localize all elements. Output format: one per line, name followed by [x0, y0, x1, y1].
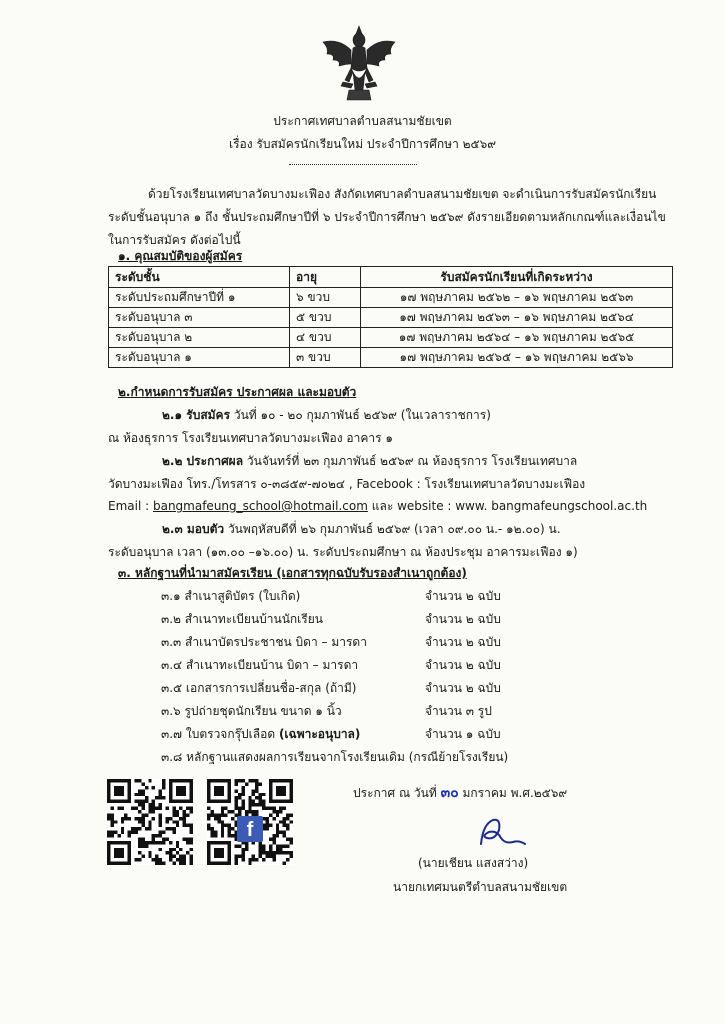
cell-level: ระดับประถมศึกษาปีที่ ๑ [109, 288, 290, 308]
s23-text: วันพฤหัสบดีที่ ๒๖ กุมภาพันธ์ ๒๕๖๙ (เวลา ๐๙.๐๐ น.- ๑๒.๐๐) น. [224, 522, 561, 536]
list-item-qty: จำนวน ๓ รูป [425, 704, 492, 718]
cell-level: ระดับอนุบาล ๒ [109, 328, 290, 348]
table-row [109, 308, 673, 328]
garuda-emblem-icon [319, 24, 399, 102]
header-born: รับสมัครนักเรียนที่เกิดระหว่าง [361, 267, 673, 288]
email-prefix: Email : [108, 499, 153, 513]
header-age: อายุ [290, 267, 361, 288]
table-row [109, 288, 673, 308]
list-item-qty: จำนวน ๑ ฉบับ [425, 727, 501, 741]
list-item: ๓.๕ เอกสารการเปลี่ยนชื่อ-สกุล (ถ้ามี) [161, 681, 357, 695]
table-row [109, 328, 673, 348]
table-row [109, 348, 673, 368]
s22-line [162, 454, 577, 468]
cell-born: ๑๗ พฤษภาคม ๒๕๖๓ – ๑๖ พฤษภาคม ๒๕๖๔ [361, 308, 673, 328]
s21-line [162, 408, 491, 422]
s23-line [162, 522, 561, 536]
intro-line1: ด้วยโรงเรียนเทศบาลวัดบางมะเฟือง สังกัดเทศบาลตำบลสนามชัยเขต จะดำเนินการรับสมัครนักเรียน [148, 187, 657, 201]
cell-level: ระดับอนุบาล ๑ [109, 348, 290, 368]
intro-line2: ระดับชั้นอนุบาล ๑ ถึง ชั้นประถมศึกษาปีที่ ๖ ประจำปีการศึกษา ๒๕๖๙ ดังรายเอียดตามหลักเกณฑ์และเงื่อนไข [108, 210, 666, 224]
table-header-row [109, 267, 673, 288]
list-item-qty: จำนวน ๒ ฉบับ [425, 589, 501, 603]
list-item-qty: จำนวน ๒ ฉบับ [425, 612, 501, 626]
s22-line2: วัดบางมะเฟือง โทร./โทรสาร ๐-๓๘๕๙-๗๐๒๔ , Facebook : โรงเรียนเทศบาลวัดบางมะเฟือง [108, 477, 586, 491]
signature-icon [473, 814, 533, 854]
s21-text: วันที่ ๑๐ - ๒๐ กุมภาพันธ์ ๒๕๖๙ (ในเวลาราชการ) [230, 408, 491, 422]
cell-level: ระดับอนุบาล ๓ [109, 308, 290, 328]
section1-title: ๑. คุณสมบัติของผู้สมัคร [118, 249, 243, 263]
list-item: ๓.๘ หลักฐานแสดงผลการเรียนจากโรงเรียนเดิม (กรณีย้ายโรงเรียน) [161, 750, 509, 764]
divider [289, 164, 417, 165]
website-text: และ website : www. bangmafeungschool.ac.th [367, 499, 648, 513]
cell-age: ๔ ขวบ [290, 328, 361, 348]
announce-suffix: มกราคม พ.ศ.๒๕๖๙ [458, 786, 568, 800]
signer-position: นายกเทศมนตรีตำบลสนามชัยเขต [393, 880, 568, 894]
list-item: ๓.๒ สำเนาทะเบียนบ้านนักเรียน [161, 612, 323, 626]
contact-line [108, 499, 647, 513]
section2-title: ๒.กำหนดการรับสมัคร ประกาศผล และมอบตัว [118, 385, 357, 399]
criteria-table [108, 266, 673, 368]
cell-age: ๕ ขวบ [290, 308, 361, 328]
list-item: ๓.๓ สำเนาบัตรประชาชน บิดา – มารดา [161, 635, 367, 649]
list-item-label: ๓.๗ ใบตรวจกรุ๊ปเลือด [161, 727, 279, 741]
qr-code-email-icon[interactable] [107, 779, 193, 865]
cell-born: ๑๗ พฤษภาคม ๒๕๖๔ – ๑๖ พฤษภาคม ๒๕๖๕ [361, 328, 673, 348]
header-line1: ประกาศเทศบาลตำบลสนามชัยเขต [273, 114, 452, 128]
list-item-qty: จำนวน ๒ ฉบับ [425, 681, 501, 695]
s21-label: ๒.๑ รับสมัคร [162, 408, 231, 422]
list-item-qty: จำนวน ๒ ฉบับ [425, 658, 501, 672]
s21-line2: ณ ห้องธุรการ โรงเรียนเทศบาลวัดบางมะเฟือง อาคาร ๑ [108, 431, 393, 445]
announce-day: ๓๐ [440, 785, 459, 801]
header-subject: เรื่อง รับสมัครนักเรียนใหม่ ประจำปีการศึกษา ๒๕๖๙ [228, 137, 497, 151]
list-item: ๓.๑ สำเนาสูติบัตร (ใบเกิด) [161, 589, 301, 603]
list-item: ๓.๖ รูปถ่ายชุดนักเรียน ขนาด ๑ นิ้ว [161, 704, 342, 718]
s22-label: ๒.๒ ประกาศผล [162, 454, 244, 468]
cell-age: ๖ ขวบ [290, 288, 361, 308]
s23-line2: ระดับอนุบาล เวลา (๑๓.๐๐ –๑๖.๐๐) น. ระดับประถมศึกษา ณ ห้องประชุม อาคารมะเฟือง ๑) [108, 545, 578, 559]
email-link[interactable]: bangmafeung_school@hotmail.com [152, 499, 368, 513]
list-item: ๓.๔ สำเนาทะเบียนบ้าน บิดา – มารดา [161, 658, 359, 672]
announce-date [353, 786, 567, 800]
section3-title: ๓. หลักฐานที่นำมาสมัครเรียน (เอกสารทุกฉบับรับรองสำเนาถูกต้อง) [118, 566, 467, 580]
header-level: ระดับชั้น [109, 267, 290, 288]
s23-label: ๒.๓ มอบตัว [162, 522, 225, 536]
list-item [161, 727, 360, 741]
cell-born: ๑๗ พฤษภาคม ๒๕๖๒ – ๑๖ พฤษภาคม ๒๕๖๓ [361, 288, 673, 308]
list-item-qty: จำนวน ๒ ฉบับ [425, 635, 501, 649]
signer-name: (นายเชียน แสงสว่าง) [418, 856, 529, 870]
facebook-icon: f [237, 816, 263, 842]
list-item-label-bold: (เฉพาะอนุบาล) [278, 727, 361, 741]
intro-line3: ในการรับสมัคร ดังต่อไปนี้ [108, 233, 241, 247]
s22-text: วันจันทร์ที่ ๒๓ กุมภาพันธ์ ๒๕๖๙ ณ ห้องธุรการ โรงเรียนเทศบาล [243, 454, 578, 468]
cell-age: ๓ ขวบ [290, 348, 361, 368]
announce-prefix: ประกาศ ณ วันที่ [353, 786, 441, 800]
cell-born: ๑๗ พฤษภาคม ๒๕๖๕ – ๑๖ พฤษภาคม ๒๕๖๖ [361, 348, 673, 368]
